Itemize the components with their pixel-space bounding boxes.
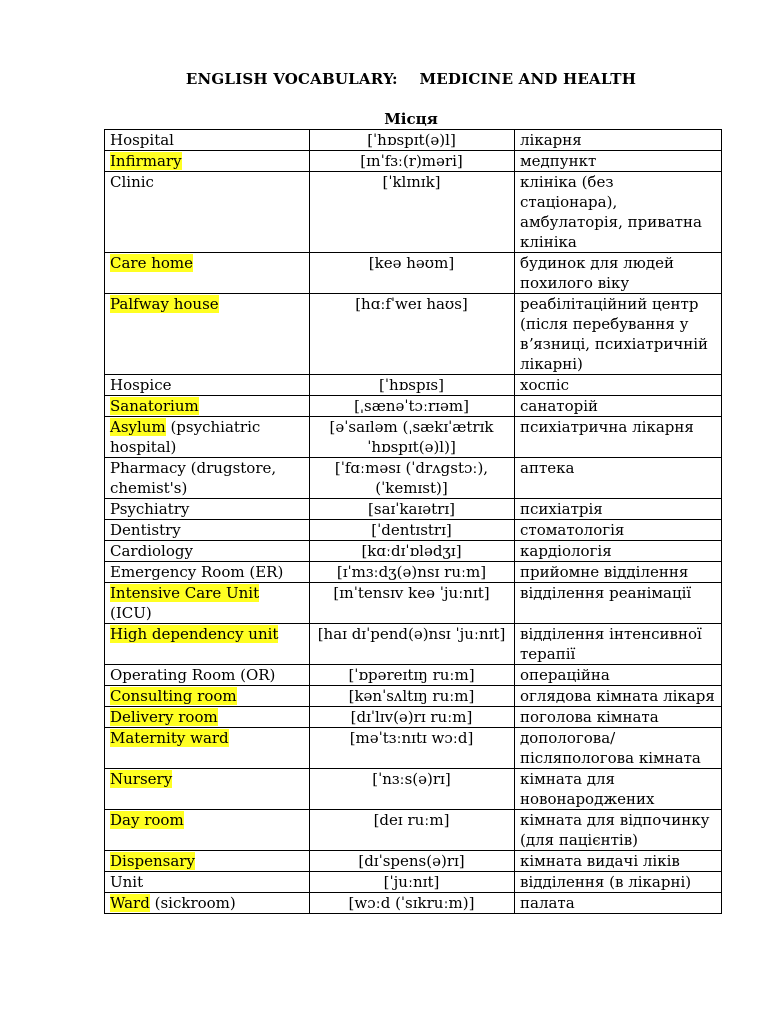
phonetic-cell: [kɑːdɪˈɒlədʒɪ] [310,541,515,562]
table-row [105,686,722,707]
english-term-cell [105,172,310,253]
table-row [105,151,722,172]
phonetic-cell: [ˈhɒspɪs] [310,375,515,396]
english-term: Emergency Room (ER) [110,563,284,581]
english-term: Dentistry [110,521,181,539]
table-row [105,583,722,624]
table-row [105,417,722,458]
english-term: Dispensary [110,852,195,870]
english-term: Asylum [110,418,166,436]
english-term-cell [105,624,310,665]
table-row [105,872,722,893]
english-term-cell [105,707,310,728]
english-term: Cardiology [110,542,193,560]
table-row [105,294,722,375]
translation-cell: медпункт [515,151,722,172]
translation-cell: поголова кімната [515,707,722,728]
english-term: Unit [110,873,144,891]
english-term-cell [105,769,310,810]
english-term: Day room [110,811,184,829]
translation-cell: реабілітаційний центр (після перебування у вʼязниці, психіатричній лікарні) [515,294,722,375]
table-row [105,810,722,851]
english-term-cell [105,417,310,458]
phonetic-cell: [hɑːfˈweɪ haʊs] [310,294,515,375]
document-title: ENGLISH VOCABULARY: MEDICINE AND HEALTH [185,70,637,88]
english-term: Pharmacy (drugstore, chemist's) [110,459,277,497]
translation-cell: психіатрія [515,499,722,520]
table-row [105,893,722,914]
translation-cell: кімната для новонароджених [515,769,722,810]
phonetic-cell: [deɪ ruːm] [310,810,515,851]
english-term-note: (sickroom) [149,894,236,912]
english-term: Ward [110,894,150,912]
phonetic-cell: [ˈhɒspɪt(ə)l] [310,130,515,151]
translation-cell: кімната для відпочинку (для пацієнтів) [515,810,722,851]
english-term: Care home [110,254,194,272]
translation-cell: кімната видачі ліків [515,851,722,872]
translation-cell: лікарня [515,130,722,151]
english-term-cell [105,151,310,172]
english-term-cell [105,130,310,151]
english-term-cell [105,375,310,396]
translation-cell: стоматологія [515,520,722,541]
table-row [105,541,722,562]
table-row [105,707,722,728]
table-row [105,520,722,541]
translation-cell: операційна [515,665,722,686]
phonetic-cell: [məˈtɜːnɪtɪ wɔːd] [310,728,515,769]
translation-cell: прийомне відділення [515,562,722,583]
phonetic-cell: [ˌsænəˈtɔːrɪəm] [310,396,515,417]
phonetic-cell: [ˈnɜːs(ə)rɪ] [310,769,515,810]
vocabulary-table [104,129,722,914]
vocabulary-table-body [105,130,722,914]
translation-cell: відділення інтенсивної терапії [515,624,722,665]
english-term: Delivery room [110,708,218,726]
translation-cell: санаторій [515,396,722,417]
translation-cell: відділення (в лікарні) [515,872,722,893]
translation-cell: кардіологія [515,541,722,562]
phonetic-cell: [ˈjuːnɪt] [310,872,515,893]
english-term: Infirmary [110,152,182,170]
phonetic-cell: [ˈdentɪstrɪ] [310,520,515,541]
table-row [105,665,722,686]
english-term: Sanatorium [110,397,199,415]
english-term: Clinic [110,173,154,191]
english-term: Consulting room [110,687,237,705]
english-term-cell [105,253,310,294]
phonetic-cell: [kənˈsʌltɪŋ ruːm] [310,686,515,707]
translation-cell: допологова/ післяпологова кімната [515,728,722,769]
english-term: Nursery [110,770,173,788]
phonetic-cell: [wɔːd (ˈsɪkruːm)] [310,893,515,914]
english-term-cell [105,458,310,499]
phonetic-cell: [ˈklɪnɪk] [310,172,515,253]
table-row [105,624,722,665]
english-term: High dependency unit [110,625,279,643]
translation-cell: палата [515,893,722,914]
translation-cell: хоспіс [515,375,722,396]
phonetic-cell: [ˈfɑːməsɪ (ˈdrʌgstɔː), (ˈkemɪst)] [310,458,515,499]
table-row [105,728,722,769]
english-term: Intensive Care Unit [110,584,260,602]
phonetic-cell: [dɪˈspens(ə)rɪ] [310,851,515,872]
english-term-cell [105,583,310,624]
table-row [105,172,722,253]
english-term-cell [105,686,310,707]
table-row [105,253,722,294]
phonetic-cell: [saɪˈkaɪətrɪ] [310,499,515,520]
phonetic-cell: [əˈsaɪləm (ˌsækɪˈætrɪk ˈhɒspɪt(ə)l)] [310,417,515,458]
phonetic-cell: [ɪˈmɜːdʒ(ə)nsɪ ruːm] [310,562,515,583]
english-term: Hospice [110,376,172,394]
table-row [105,562,722,583]
translation-cell: оглядова кімната лікаря [515,686,722,707]
english-term-cell [105,665,310,686]
table-row [105,375,722,396]
phonetic-cell: [haɪ dɪˈpend(ə)nsɪ ˈjuːnɪt] [310,624,515,665]
table-row [105,851,722,872]
translation-cell: будинок для людей похилого віку [515,253,722,294]
english-term-cell [105,893,310,914]
english-term-cell [105,562,310,583]
english-term: Psychiatry [110,500,190,518]
english-term-cell [105,728,310,769]
phonetic-cell: [ɪnˈtensɪv keə ˈjuːnɪt] [310,583,515,624]
english-term-cell [105,294,310,375]
translation-cell: відділення реанімації [515,583,722,624]
phonetic-cell: [keə həʊm] [310,253,515,294]
phonetic-cell: [ɪnˈfɜː(r)məri] [310,151,515,172]
table-row [105,499,722,520]
translation-cell: аптека [515,458,722,499]
english-term-cell [105,851,310,872]
english-term: Hospital [110,131,174,149]
english-term-cell [105,810,310,851]
english-term: Maternity ward [110,729,229,747]
english-term-cell [105,541,310,562]
table-row [105,458,722,499]
translation-cell: клініка (без стаціонара), амбулаторія, приватна клініка [515,172,722,253]
phonetic-cell: [dɪˈlɪv(ə)rɪ ruːm] [310,707,515,728]
table-row [105,396,722,417]
table-row [105,769,722,810]
phonetic-cell: [ˈɒpəreɪtɪŋ ruːm] [310,665,515,686]
english-term-note: (ICU) [110,604,152,622]
english-term-cell [105,499,310,520]
english-term-note: (psychiatric hospital) [110,418,261,456]
english-term-cell [105,872,310,893]
english-term: Palfway house [110,295,219,313]
section-title: Місця [384,110,438,128]
english-term: Operating Room (OR) [110,666,276,684]
english-term-cell [105,520,310,541]
table-row [105,130,722,151]
translation-cell: психіатрична лікарня [515,417,722,458]
english-term-cell [105,396,310,417]
